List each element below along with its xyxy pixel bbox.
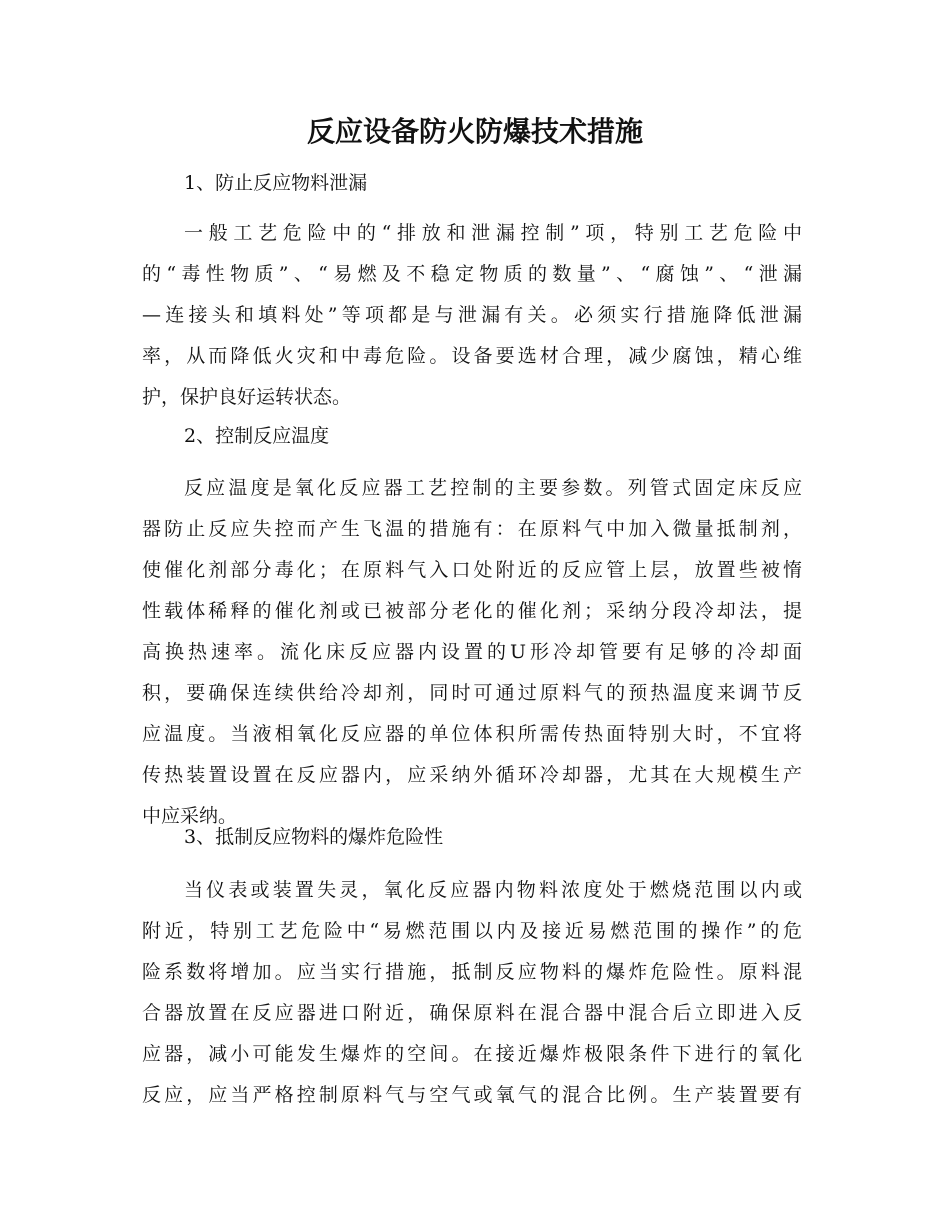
paragraph-line: 反应，应当严格控制原料气与空气或氧气的混合比例。生产装置要有 xyxy=(142,1084,802,1106)
paragraph-line: —连接头和填料处”等项都是与泄漏有关。必须实行措施降低泄漏 xyxy=(142,304,802,326)
paragraph-line: 应温度。当液相氧化反应器的单位体积所需传热面特别大时，不宜将 xyxy=(142,723,802,745)
section-paragraph-1 xyxy=(142,213,802,418)
paragraph-line: 高换热速率。流化床反应器内设置的U形冷却管要有足够的冷却面 xyxy=(142,641,802,663)
section-heading-1: 1、防止反应物料泄漏 xyxy=(184,172,368,194)
paragraph-line: 使催化剂部分毒化；在原料气入口处附近的反应管上层，放置些被惰 xyxy=(142,559,802,581)
paragraph-line: 护，保护良好运转状态。 xyxy=(142,386,352,408)
section-heading-3: 3、抵制反应物料的爆炸危险性 xyxy=(184,826,444,848)
paragraph-line: 当仪表或装置失灵，氧化反应器内物料浓度处于燃烧范围以内或 xyxy=(184,879,802,901)
document-title: 反应设备防火防爆技术措施 xyxy=(306,115,643,148)
paragraph-line: 积，要确保连续供给冷却剂，同时可通过原料气的预热温度来调节反 xyxy=(142,682,802,704)
paragraph-line: 反应温度是氧化反应器工艺控制的主要参数。列管式固定床反应 xyxy=(184,477,802,499)
section-heading-2: 2、控制反应温度 xyxy=(184,425,330,447)
paragraph-line: 率，从而降低火灾和中毒危险。设备要选材合理，减少腐蚀，精心维 xyxy=(142,345,802,367)
paragraph-line: 器防止反应失控而产生飞温的措施有：在原料气中加入微量抵制剂， xyxy=(142,518,802,540)
paragraph-line: 应器，减小可能发生爆炸的空间。在接近爆炸极限条件下进行的氧化 xyxy=(142,1043,802,1065)
section-paragraph-2 xyxy=(142,468,802,837)
paragraph-line: 合器放置在反应器进口附近，确保原料在混合器中混合后立即进入反 xyxy=(142,1002,802,1024)
paragraph-line: 险系数将增加。应当实行措施，抵制反应物料的爆炸危险性。原料混 xyxy=(142,961,802,983)
paragraph-line: 的“毒性物质”、“易燃及不稳定物质的数量”、“腐蚀”、“泄漏 xyxy=(142,263,802,285)
paragraph-line: 传热装置设置在反应器内，应采纳外循环冷却器，尤其在大规模生产 xyxy=(142,764,802,786)
paragraph-line: 附近，特别工艺危险中“易燃范围以内及接近易燃范围的操作”的危 xyxy=(142,920,802,942)
paragraph-line: 一般工艺危险中的“排放和泄漏控制”项，特别工艺危险中 xyxy=(184,222,802,244)
paragraph-line: 性载体稀释的催化剂或已被部分老化的催化剂；采纳分段冷却法，提 xyxy=(142,600,802,622)
paragraph-line: 中应采纳。 xyxy=(142,805,238,827)
section-paragraph-3 xyxy=(142,870,802,1116)
